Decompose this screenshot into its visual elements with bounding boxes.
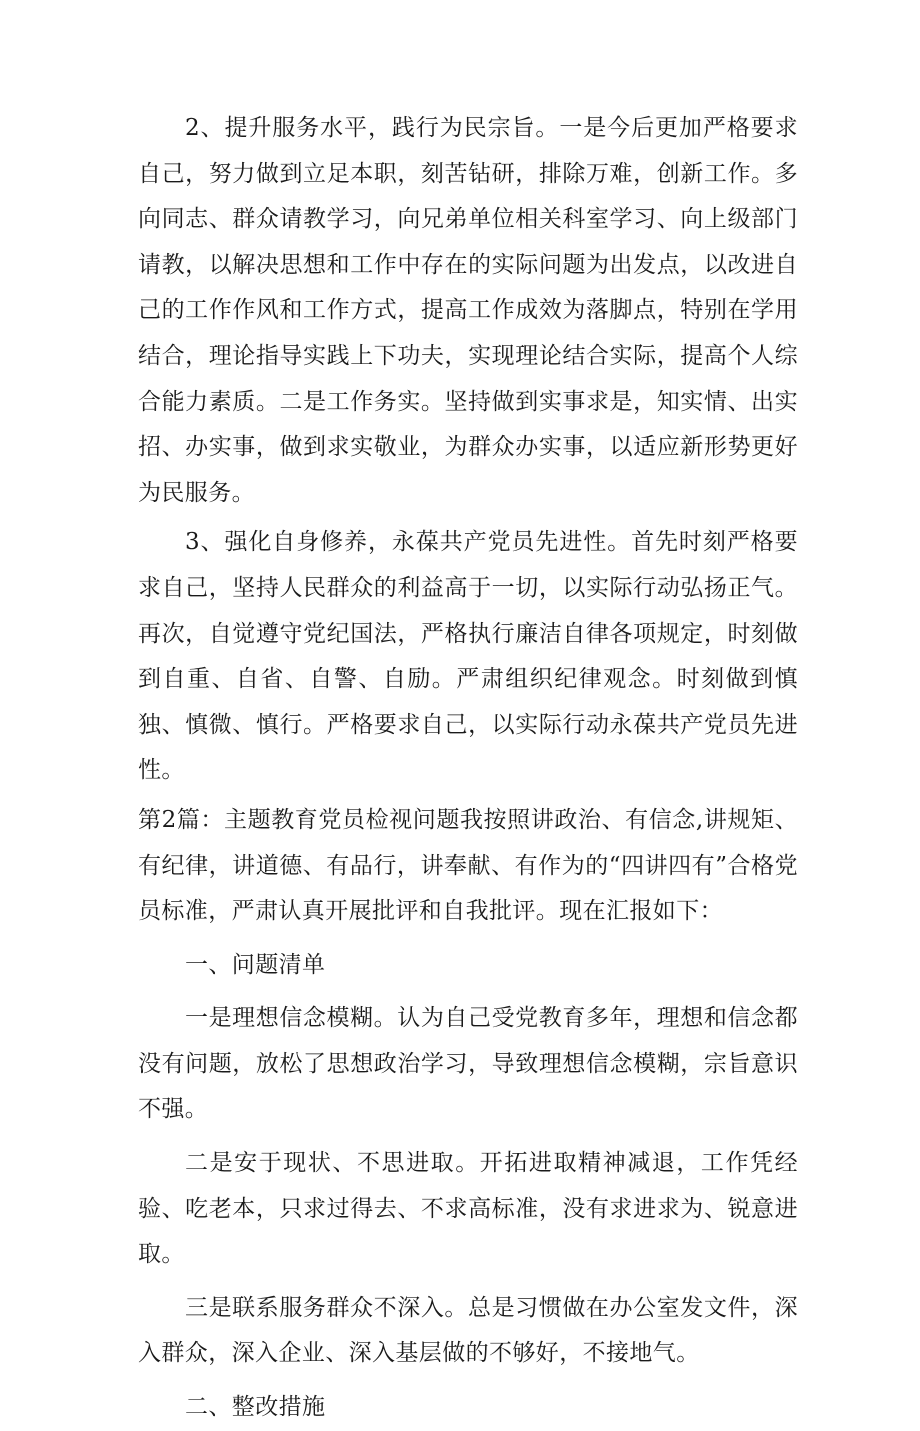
paragraph-problem-1: 一是理想信念模糊。认为自己受党教育多年，理想和信念都没有问题，放松了思想政治学习，导致理想信念模糊，宗旨意识不强。 bbox=[138, 1005, 798, 1123]
document-body bbox=[138, 106, 798, 1431]
paragraph-problem-3: 三是联系服务群众不深入。总是习惯做在办公室发文件，深入群众，深入企业、深入基层做的不够好，不接地气。 bbox=[138, 1294, 798, 1367]
section-heading-rectification: 二、整改措施 bbox=[185, 1394, 326, 1421]
paragraph-service-level: 2、提升服务水平，践行为民宗旨。一是今后更加严格要求自己，努力做到立足本职，刻苦钻研，排除万难，创新工作。多向同志、群众请教学习，向兄弟单位相关科室学习、向上级部门请教，以解决思想和工作中存在的实际问题为出发点，以改进自己的工作作风和工作方式，提高工作成效为落脚点，特别在学用结合，理论指导实践上下功夫，实现理论结合实际，提高个人综合能力素质。二是工作务实。坚持做到实事求是，知实情、出实招、办实事，做到求实敬业，为群众办实事，以适应新形势更好为民服务。 bbox=[138, 115, 798, 506]
section-heading-problem-list: 一、问题清单 bbox=[185, 951, 326, 978]
paragraph-self-cultivation: 3、强化自身修养，永葆共产党员先进性。首先时刻严格要求自己，坚持人民群众的利益高于一切，以实际行动弘扬正气。再次，自觉遵守党纪国法，严格执行廉洁自律各项规定，时刻做到自重、自省、自警、自励。严肃组织纪律观念。时刻做到慎独、慎微、慎行。严格要求自己，以实际行动永葆共产党员先进性。 bbox=[138, 529, 798, 784]
paragraph-article-2-intro: 第2篇：主题教育党员检视问题我按照讲政治、有信念,讲规矩、有纪律，讲道德、有品行，讲奉献、有作为的“四讲四有”合格党员标准，严肃认真开展批评和自我批评。现在汇报如下： bbox=[138, 806, 798, 925]
paragraph-problem-2: 二是安于现状、不思进取。开拓进取精神减退，工作凭经验、吃老本，只求过得去、不求高标准，没有求进求为、锐意进取。 bbox=[138, 1150, 798, 1268]
